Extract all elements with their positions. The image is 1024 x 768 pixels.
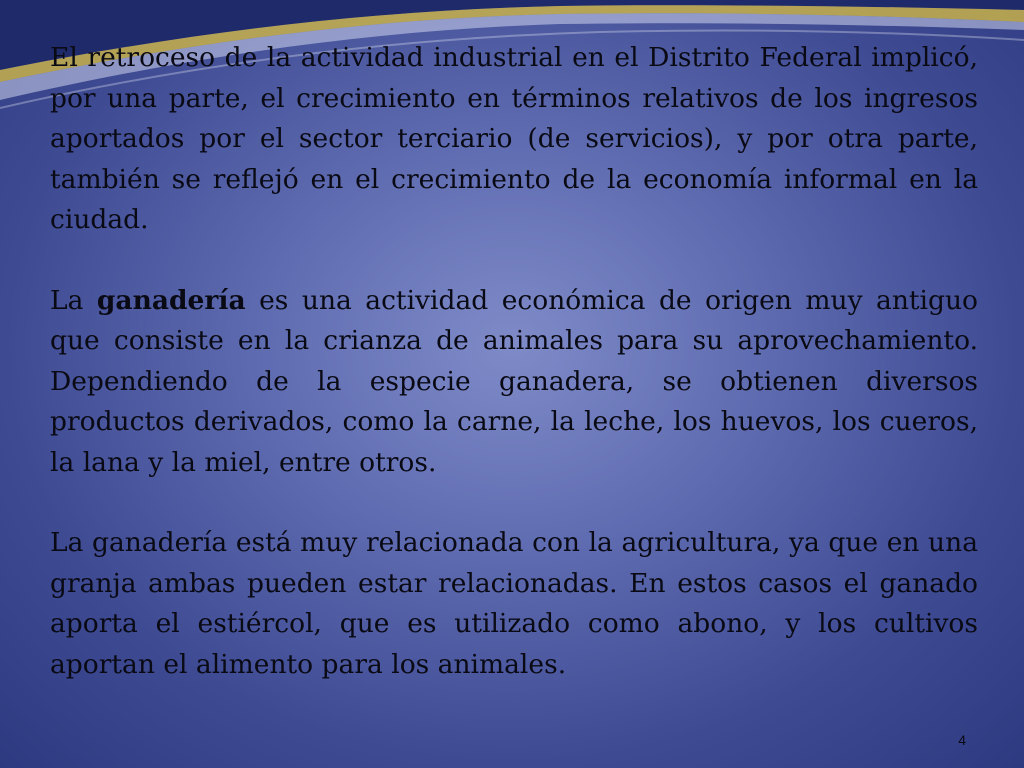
- paragraph-industrial-decline: [50, 38, 978, 241]
- paragraph-text-after: es una actividad económica de origen muy antiguo que consiste en la crianza de animales para su aprovechamiento. Dependiendo de la especie ganadera, se obtienen diversos productos derivados, como la carne, la leche, los huevos, los cueros, la lana y la miel, entre otros.: [50, 284, 978, 478]
- paragraph-text-before: La: [50, 284, 97, 316]
- paragraph-text: La ganadería está muy relacionada con la agricultura, ya que en una granja ambas pueden estar relacionadas. En estos casos el ganado aporta el estiércol, que es utilizado como abono, y los cultivos aportan el alimento para los animales.: [50, 527, 978, 680]
- slide-body: [50, 38, 978, 725]
- page-number: 4: [958, 732, 966, 748]
- paragraph-livestock-agriculture: [50, 523, 978, 685]
- paragraph-livestock-definition: [50, 281, 978, 484]
- paragraph-text: El retroceso de la actividad industrial en el Distrito Federal implicó, por una parte, el crecimiento en términos relativos de los ingresos aportados por el sector terciario (de servicios), y por otra parte, también se reflejó en el crecimiento de la economía informal en la ciudad.: [50, 42, 978, 235]
- bold-term: ganadería: [96, 284, 246, 316]
